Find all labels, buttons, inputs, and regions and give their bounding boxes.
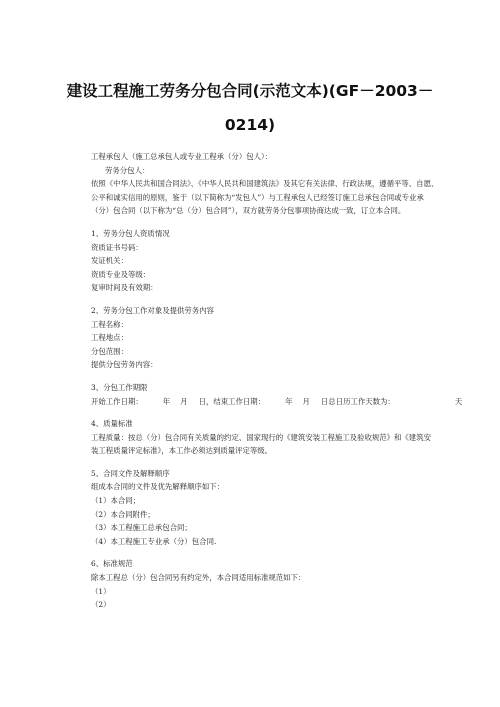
end-month-label: 月 bbox=[302, 396, 310, 406]
section-1-item: 资质证书号码： bbox=[91, 242, 143, 252]
section-4-heading: 4、质量标准 bbox=[91, 419, 133, 429]
total-days-label: 日总日历工作天数为： bbox=[320, 396, 395, 406]
section-5-item: （2）本合同附件； bbox=[91, 509, 155, 519]
section-5-item: （4）本工程施工专业承（分）包合同. bbox=[91, 536, 217, 546]
section-1-item: 复审时间及有效期： bbox=[91, 283, 158, 293]
section-3-heading: 3、分包工作期限 bbox=[91, 382, 148, 392]
section-2-item: 工程地点： bbox=[91, 333, 128, 343]
basis-paragraph-line3: （分）包合同（以下称为“总（分）包合同”），双方就劳务分包事项协商达成一致，订立本合同。 bbox=[91, 206, 406, 216]
quality-standard-line2: 装工程质量评定标准》，本工作必须达到质量评定等级。 bbox=[91, 446, 273, 456]
work-period-line bbox=[91, 395, 463, 409]
document-title-line1: 建设工程施工劳务分包合同(示范文本)(GF－2003－ bbox=[66, 82, 434, 100]
section-2-item: 分包范围： bbox=[91, 346, 128, 356]
basis-paragraph-line1: 依照《中华人民共和国合同法》、《中华人民共和国建筑法》及其它有关法律、行政法规，遵循平等、自愿、 bbox=[91, 179, 439, 189]
document-body bbox=[91, 150, 463, 612]
section-6-intro: 除本工程总（分）包合同另有约定外，本合同适用标准规范如下： bbox=[91, 573, 306, 583]
quality-standard-line1: 工程质量：按总（分）包合同有关质量的约定、国家现行的《建筑安装工程施工及验收规范》和《建筑安 bbox=[91, 432, 431, 442]
contractor-line: 工程承包人（施工总承包人或专业工程承（分）包人）： bbox=[91, 152, 273, 161]
document-title-line2: 0214) bbox=[224, 116, 276, 134]
subcontractor-line: 劳务分包人： bbox=[105, 165, 150, 175]
section-1-item: 资质专业及等级： bbox=[91, 269, 151, 279]
section-2-item: 提供分包劳务内容： bbox=[91, 360, 158, 370]
days-label: 天 bbox=[454, 396, 463, 406]
section-6-heading: 6、标准规范 bbox=[91, 559, 133, 569]
section-5-item: （1）本合同； bbox=[91, 496, 141, 506]
start-month-label: 月 bbox=[180, 396, 188, 406]
start-date-label: 开始工作日期： bbox=[91, 396, 143, 406]
section-5-heading: 5、合同文件及解释顺序 bbox=[91, 468, 170, 478]
end-year-label: 年 bbox=[285, 396, 293, 406]
end-date-label: 日，结束工作日期： bbox=[198, 396, 266, 406]
start-year-label: 年 bbox=[162, 396, 171, 406]
section-1-heading: 1、劳务分包人资质情况 bbox=[91, 228, 170, 238]
section-6-item: （1） bbox=[91, 586, 111, 596]
section-2-heading: 2、劳务分包工作对象及提供劳务内容 bbox=[91, 305, 214, 315]
section-6-item: （2） bbox=[91, 600, 111, 610]
basis-paragraph-line2: 公平和诚实信用的原则，鉴于（以下简称为“发包人”）与工程承包人已经签订施工总承包合同或专业承 bbox=[91, 192, 424, 202]
section-5-item: （3）本工程施工总承包合同； bbox=[91, 523, 192, 533]
section-2-item: 工程名称： bbox=[91, 319, 128, 329]
section-1-item: 发证机关： bbox=[91, 256, 128, 266]
section-5-intro: 组成本合同的文件及优先解释顺序如下： bbox=[91, 482, 225, 492]
